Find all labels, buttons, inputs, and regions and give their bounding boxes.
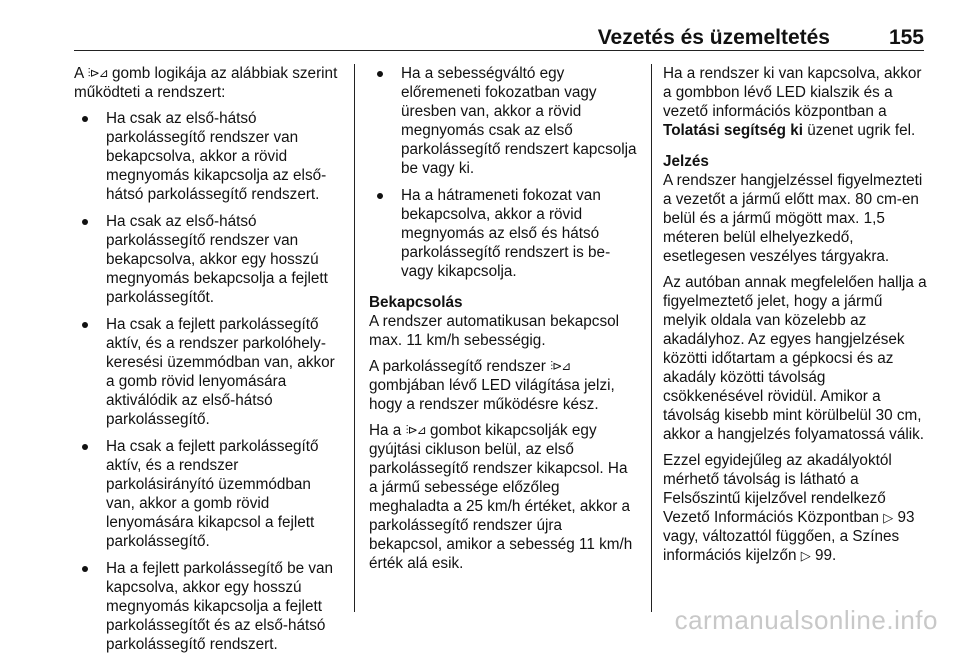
column-3	[663, 64, 929, 572]
page-reference-icon: ▷	[800, 548, 811, 563]
column-divider-2	[651, 64, 652, 612]
list-item: Ha csak az első-hátsó parkolássegítő rendszer van bekapcsolva, akkor egy hosszú megnyomás bekapcsolja a fejlett parkolássegítőt.	[74, 212, 342, 307]
section-heading-bekapcsolas: Bekapcsolás	[369, 294, 463, 311]
section-heading-jelzes: Jelzés	[663, 153, 709, 170]
col3-para4: Ezzel egyidejűleg az akadályoktól mérhető távolság is látható a Felsőszintű kijelzővel rendelkező Vezető Információs Központban ▷ 93 vagy, változattól függően, a Színes információs kijelzőn ▷ 99.	[663, 452, 915, 564]
page-ref-link[interactable]: 93	[897, 509, 915, 526]
page-number: 155	[888, 26, 924, 49]
page-ref-link[interactable]: 99.	[814, 547, 837, 564]
list-item: Ha csak az első-hátsó parkolássegítő rendszer van bekapcsolva, akkor a rövid megnyomás kikapcsolja az első-hátsó parkolássegítő rendszert.	[74, 109, 342, 204]
parking-sensor-icon: ⫶⊳⊿	[87, 66, 108, 80]
col3-para3: Az autóban annak megfelelően hallja a figyelmeztető jelet, hogy a jármű melyik oldala van közelebb az akadályhoz. Az egyes hangjelzések közötti időtartam a gépkocsi és az akadály közötti távolság csökkenésével rövidül. Amikor a távolság kisebb mint körülbelül 30 cm, akkor a hangjelzés folyamatossá válik.	[663, 274, 927, 443]
list-item: Ha a sebességváltó egy előremeneti fokozatban vagy üresben van, akkor a rövid megnyomás csak az első parkolássegítő rendszert kapcsolja be vagy ki.	[369, 64, 639, 178]
header-divider	[74, 50, 924, 51]
message-text: Tolatási segítség ki	[663, 122, 803, 139]
parking-sensor-icon: ⫶⊳⊿	[405, 423, 426, 437]
header-title: Vezetés és üzemeltetés	[597, 26, 830, 49]
col1-intro: A ⫶⊳⊿ gomb logikája az alábbiak szerint működteti a rendszert:	[74, 65, 338, 101]
list-item: Ha csak a fejlett parkolássegítő aktív, és a rendszer parkolásirányító üzemmódban van, akkor a gomb rövid lenyomására kikapcsol a fejlett parkolássegítő.	[74, 437, 342, 551]
col3-para1: Ha a rendszer ki van kapcsolva, akkor a gombbon lévő LED kialszik és a vezető információs központban a Tolatási segítség ki üzenet ugrik fel.	[663, 65, 922, 139]
col3-para2: A rendszer hangjelzéssel figyelmezteti a vezetőt a jármű előtt max. 80 cm-en belül és a jármű mögött max. 1,5 méteren belül elhelyezkedő, esetlegesen veszélyes tárgyakra.	[663, 172, 923, 265]
column-2	[369, 64, 639, 580]
col2-para2: A parkolássegítő rendszer ⫶⊳⊿ gombjában lévő LED világítása jelzi, hogy a rendszer működésre kész.	[369, 358, 615, 413]
watermark: carmanualsonline.info	[674, 605, 938, 635]
column-1	[74, 64, 342, 662]
list-item: Ha csak a fejlett parkolássegítő aktív, és a rendszer parkolóhely-keresési üzemmódban van, akkor a gomb rövid lenyomására aktiválódik az első-hátsó parkolássegítő.	[74, 315, 342, 429]
col2-para3: Ha a ⫶⊳⊿ gombot kikapcsolják egy gyújtási cikluson belül, az első parkolássegítő rendszer kikapcsol. Ha a jármű sebessége előzőleg meghaladta a 25 km/h értéket, akkor a parkolássegítő rendszer újra bekapcsol, amikor a sebesség 11 km/h érték alá esik.	[369, 422, 633, 572]
list-item: Ha a fejlett parkolássegítő be van kapcsolva, akkor egy hosszú megnyomás kikapcsolja a fejlett parkolássegítőt és az első-hátsó parkolássegítő rendszert.	[74, 559, 342, 654]
list-item: Ha a hátrameneti fokozat van bekapcsolva, akkor a rövid megnyomás az első és hátsó parkolássegítő rendszert is be-vagy kikapcsolja.	[369, 186, 639, 281]
col1-bullet-list	[74, 109, 342, 654]
col2-para1: A rendszer automatikusan bekapcsol max. 11 km/h sebességig.	[369, 313, 619, 349]
col2-bullet-list	[369, 64, 639, 281]
column-divider-1	[354, 64, 355, 612]
page-reference-icon: ▷	[883, 510, 894, 525]
parking-sensor-icon: ⫶⊳⊿	[550, 359, 571, 373]
